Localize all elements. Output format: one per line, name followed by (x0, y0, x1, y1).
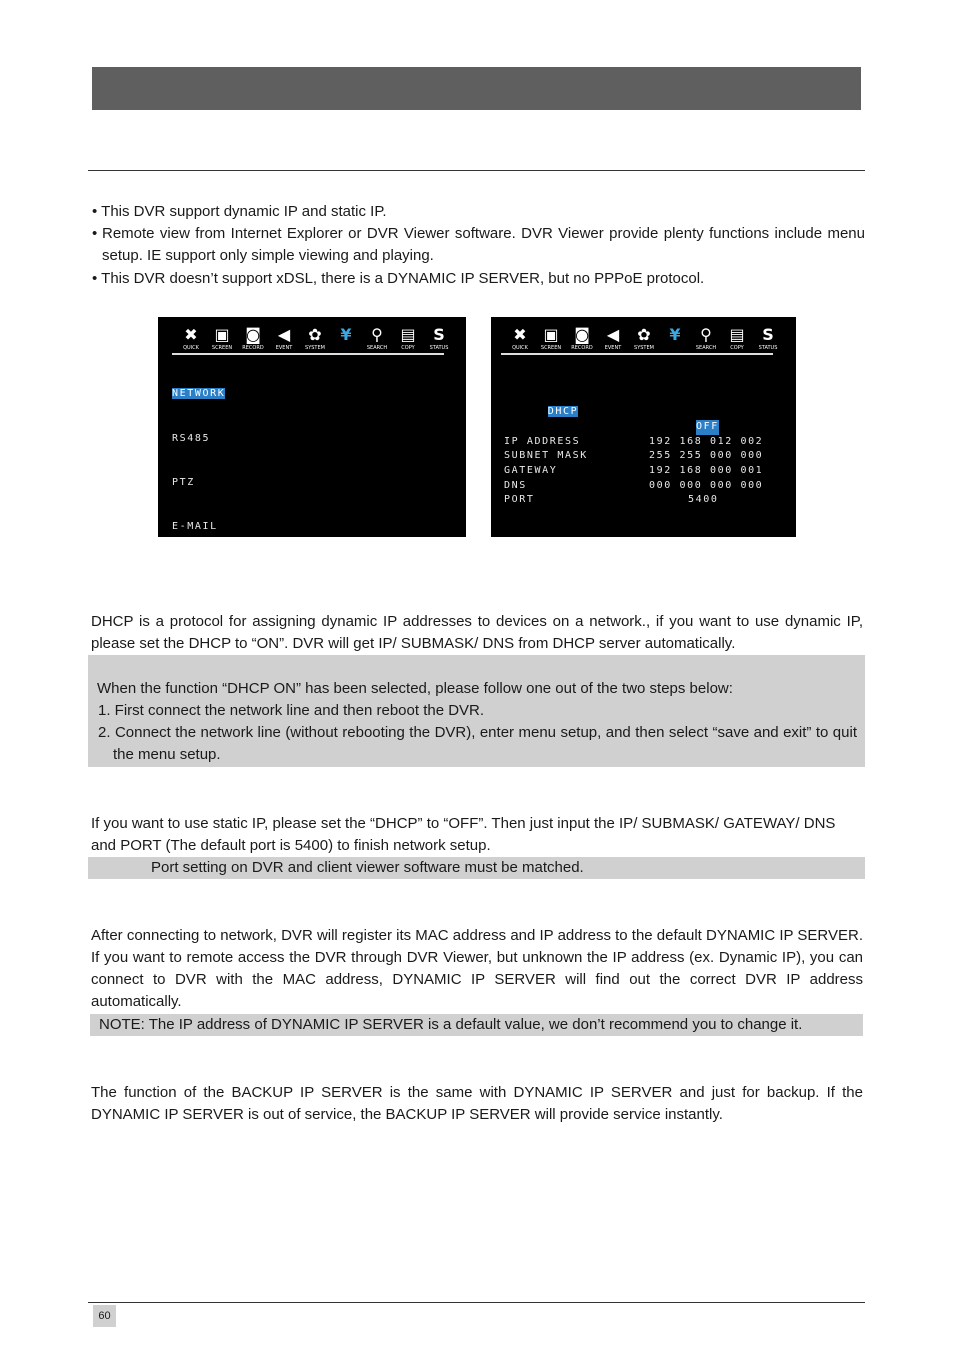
menu-tab-label: SCREEN (211, 345, 233, 351)
menu-tab-copy[interactable] (722, 325, 752, 353)
dhcp-note-box (88, 655, 865, 767)
settings-row-value: 5400 (688, 494, 719, 506)
dynamic-ip-note-text: NOTE: The IP address of DYNAMIC IP SERVER is a default value, we don’t recommend you to change it. (99, 1016, 803, 1033)
settings-row-label: SUBNET MASK (504, 450, 588, 462)
menu-tab-label: SEARCH (695, 345, 717, 351)
dhcp-note-step1: 1. First connect the network line and then reboot the DVR. (98, 702, 485, 719)
monitor-icon: ▣ (214, 325, 230, 344)
menu-item-rs485[interactable]: RS485 (172, 432, 211, 444)
speaker-icon: ◀ (606, 325, 620, 344)
menu-tab-record[interactable] (567, 325, 597, 353)
menu-tab-event[interactable] (598, 325, 628, 353)
menu-tab-label: SYSTEM (305, 345, 325, 351)
menu-icon-bar (176, 325, 455, 353)
menu-tab-label: QUICK (512, 345, 528, 351)
port-note-box (88, 857, 865, 879)
menu-tab-network[interactable] (660, 325, 690, 353)
menu-tab-label: RECORD (571, 345, 593, 351)
menu-tab-label: EVENT (275, 345, 293, 351)
menu-tab-status[interactable] (753, 325, 783, 353)
menu-tab-label: COPY (730, 345, 744, 351)
monitor-icon: ▣ (543, 325, 559, 344)
menu-item-network[interactable]: NETWORK (172, 388, 226, 400)
dhcp-label[interactable]: DHCP (547, 406, 579, 418)
settings-row[interactable] (502, 493, 792, 508)
menu-tab-label: SEARCH (366, 345, 388, 351)
menu-tab-label: RECORD (242, 345, 264, 351)
settings-row-value: 000 000 000 000 (649, 479, 764, 491)
footer-divider (88, 1302, 865, 1303)
bullet-item: • This DVR support dynamic IP and static IP. (92, 203, 387, 220)
menu-tab-label: QUICK (183, 345, 199, 351)
camera-icon: ◙ (245, 325, 261, 344)
settings-row-value: 192 168 000 001 (649, 464, 764, 476)
bullet-item: • Remote view from Internet Explorer or DVR Viewer software. DVR Viewer provide plenty functions include menu setup. IE support only simple viewing and playing. (92, 225, 865, 264)
menu-tab-event[interactable] (269, 325, 299, 353)
page-number: 60 (93, 1305, 116, 1327)
dhcp-paragraph: DHCP is a protocol for assigning dynamic IP addresses to devices on a network., if you want to use dynamic IP, please set the DHCP to “ON”. DVR will get IP/ SUBMASK/ DNS from DHCP server automatically. (91, 613, 863, 652)
settings-row-value: 192 168 012 002 (649, 435, 764, 447)
network-icon: ¥ (340, 325, 352, 344)
menu-tab-search[interactable] (691, 325, 721, 353)
menu-tab-record[interactable] (238, 325, 268, 353)
menu-tab-search[interactable] (362, 325, 392, 353)
network-menu-screenshot (158, 317, 466, 537)
menu-tab-label: STATUS (429, 345, 449, 351)
settings-row[interactable] (502, 449, 792, 464)
icon-bar-underline (172, 353, 444, 355)
settings-row-label: PORT (504, 494, 535, 506)
gear-icon: ✿ (308, 325, 322, 344)
top-divider (88, 170, 865, 171)
menu-tab-copy[interactable] (393, 325, 423, 353)
settings-row-label: DNS (504, 479, 527, 491)
magnifier-icon: ⚲ (371, 325, 383, 344)
dynamic-ip-note-box (90, 1014, 863, 1036)
menu-tab-screen[interactable] (207, 325, 237, 353)
menu-tab-label: SYSTEM (634, 345, 654, 351)
section-header-bar (92, 67, 861, 110)
menu-tab-label: STATUS (758, 345, 778, 351)
settings-row[interactable] (502, 479, 792, 494)
network-settings-list (502, 361, 792, 537)
menu-tab-network[interactable] (331, 325, 361, 353)
menu-tab-quick[interactable] (176, 325, 206, 353)
network-icon: ¥ (669, 325, 681, 344)
settings-row-value: 255 255 000 000 (649, 450, 764, 462)
port-note-text: Port setting on DVR and client viewer software must be matched. (151, 859, 584, 876)
network-settings-screenshot (491, 317, 796, 537)
wrench-icon: ✖ (184, 325, 198, 344)
network-menu-list (172, 358, 225, 537)
static-ip-paragraph: If you want to use static IP, please set the “DHCP” to “OFF”. Then just input the IP/ SUBMASK/ GATEWAY/ DNS and PORT (The default port is 5400) to finish network setup. (91, 815, 836, 854)
dhcp-note-step2: 2. Connect the network line (without rebooting the DVR), enter menu setup, and then select “save and exit” to quit the menu setup. (98, 724, 857, 763)
backup-ip-server-paragraph: The function of the BACKUP IP SERVER is the same with DYNAMIC IP SERVER and just for backup. If the DYNAMIC IP SERVER is out of service, the BACKUP IP SERVER will provide service instantly. (91, 1084, 863, 1123)
icon-bar-underline (501, 353, 773, 355)
menu-icon-bar (505, 325, 784, 353)
bullet-item: • This DVR doesn’t support xDSL, there is a DYNAMIC IP SERVER, but no PPPoE protocol. (92, 270, 705, 287)
menu-item-ptz[interactable]: PTZ (172, 476, 195, 488)
menu-item-email[interactable]: E-MAIL (172, 520, 218, 532)
camera-icon: ◙ (574, 325, 590, 344)
wrench-icon: ✖ (513, 325, 527, 344)
menu-tab-quick[interactable] (505, 325, 535, 353)
status-icon: S (433, 325, 445, 344)
settings-row-label: GATEWAY (504, 464, 558, 476)
menu-tab-system[interactable] (300, 325, 330, 353)
settings-row[interactable] (502, 464, 792, 479)
dhcp-value[interactable]: OFF (696, 420, 719, 435)
settings-row-label: IP ADDRESS (504, 435, 581, 447)
dynamic-ip-server-paragraph: After connecting to network, DVR will register its MAC address and IP address to the default DYNAMIC IP SERVER. If you want to remote access the DVR through DVR Viewer, but unknown the IP address (ex. Dynamic IP), you can connect to DVR with the MAC address, DYNAMIC IP SERVER will find out the correct DVR IP address automatically. (91, 927, 864, 1010)
magnifier-icon: ⚲ (700, 325, 712, 344)
gear-icon: ✿ (637, 325, 651, 344)
menu-tab-system[interactable] (629, 325, 659, 353)
dhcp-note-intro: When the function “DHCP ON” has been selected, please follow one out of the two steps below: (97, 680, 733, 697)
speaker-icon: ◀ (277, 325, 291, 344)
menu-tab-status[interactable] (424, 325, 454, 353)
menu-tab-label: COPY (401, 345, 415, 351)
document-icon: ▤ (400, 325, 416, 344)
settings-row[interactable] (502, 435, 792, 450)
document-icon: ▤ (729, 325, 745, 344)
menu-tab-screen[interactable] (536, 325, 566, 353)
menu-tab-label: EVENT (604, 345, 622, 351)
status-icon: S (762, 325, 774, 344)
menu-tab-label: SCREEN (540, 345, 562, 351)
